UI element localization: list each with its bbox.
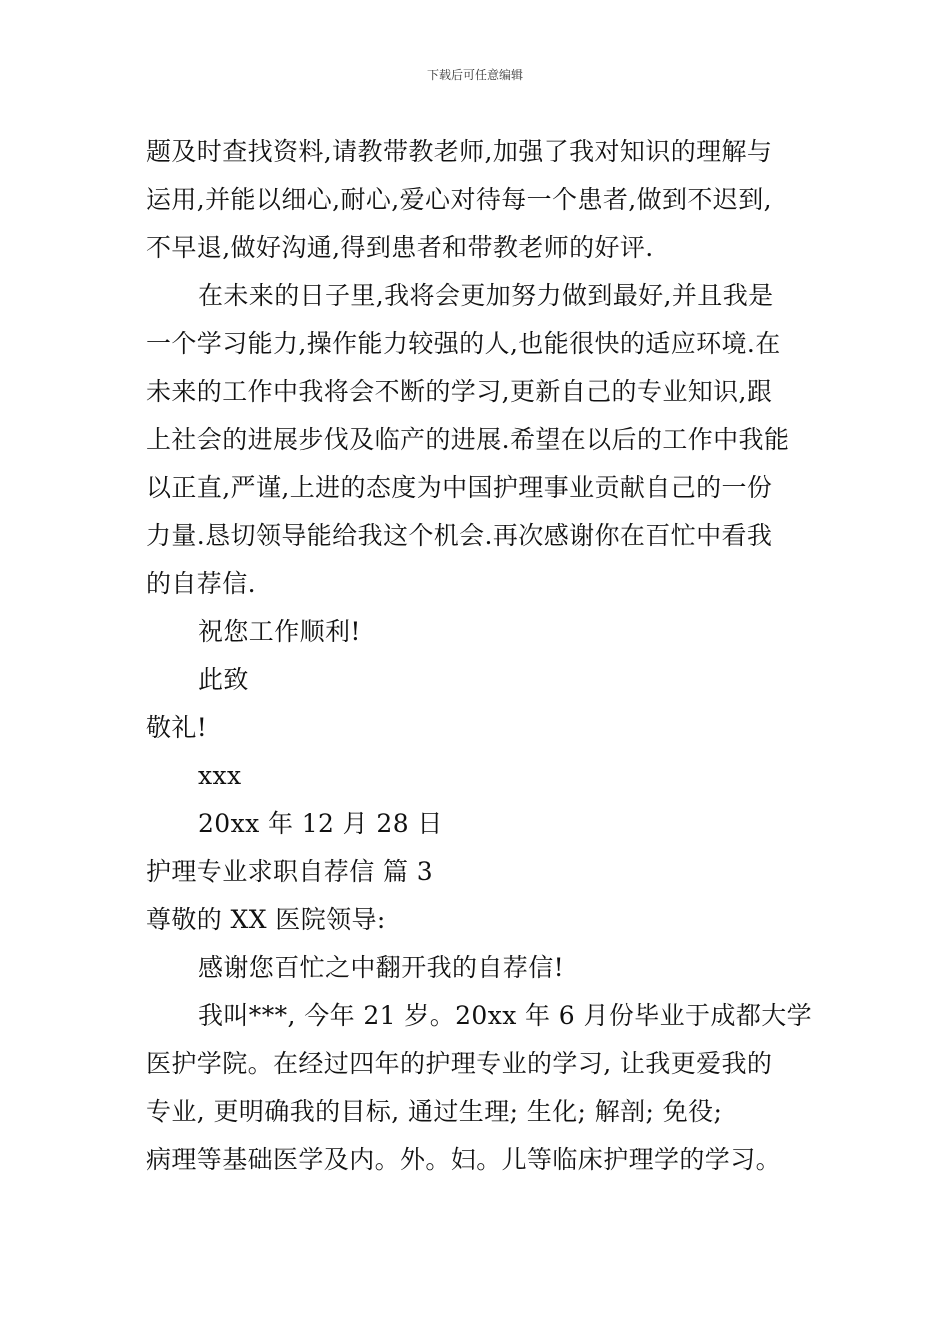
page-header: 下载后可任意编辑 <box>426 68 523 82</box>
text-line: 医护学院。在经过四年的护理专业的学习, 让我更爱我的 <box>146 1049 773 1078</box>
signature-date: 20xx 年 12 月 28 日 <box>198 809 443 838</box>
text-line: 力量.恳切领导能给我这个机会.再次感谢你在百忙中看我 <box>146 521 773 550</box>
text-line: 题及时查找资料,请教带教老师,加强了我对知识的理解与 <box>146 137 773 166</box>
text-line: 感谢您百忙之中翻开我的自荐信! <box>198 953 565 982</box>
signature-name: xxx <box>198 761 242 790</box>
text-line: 我叫***, 今年 21 岁。20xx 年 6 月份毕业于成都大学 <box>198 1001 813 1030</box>
text-line: 专业, 更明确我的目标, 通过生理; 生化; 解剖; 免役; <box>146 1097 723 1126</box>
text-line: 病理等基础医学及内。外。妇。儿等临床护理学的学习。 <box>146 1145 782 1174</box>
text-line: 上社会的进展步伐及临产的进展.希望在以后的工作中我能 <box>146 425 790 454</box>
document-body <box>146 128 813 1184</box>
section-title: 护理专业求职自荐信 篇 3 <box>146 857 434 886</box>
text-line: 未来的工作中我将会不断的学习,更新自己的专业知识,跟 <box>146 377 773 406</box>
closing-respect: 敬礼! <box>146 713 208 742</box>
text-line: 以正直,严谨,上进的态度为中国护理事业贡献自己的一份 <box>146 473 773 502</box>
text-line: 在未来的日子里,我将会更加努力做到最好,并且我是 <box>198 281 774 310</box>
text-line: 一个学习能力,操作能力较强的人,也能很快的适应环境.在 <box>146 329 781 358</box>
text-line: 的自荐信. <box>146 569 256 598</box>
letter-greeting: 尊敬的 XX 医院领导: <box>146 905 386 934</box>
closing-salutation: 此致 <box>198 665 249 694</box>
text-line: 不早退,做好沟通,得到患者和带教老师的好评. <box>146 233 654 262</box>
text-line: 运用,并能以细心,耐心,爱心对待每一个患者,做到不迟到, <box>146 185 772 214</box>
closing-wish: 祝您工作顺利! <box>198 617 361 646</box>
